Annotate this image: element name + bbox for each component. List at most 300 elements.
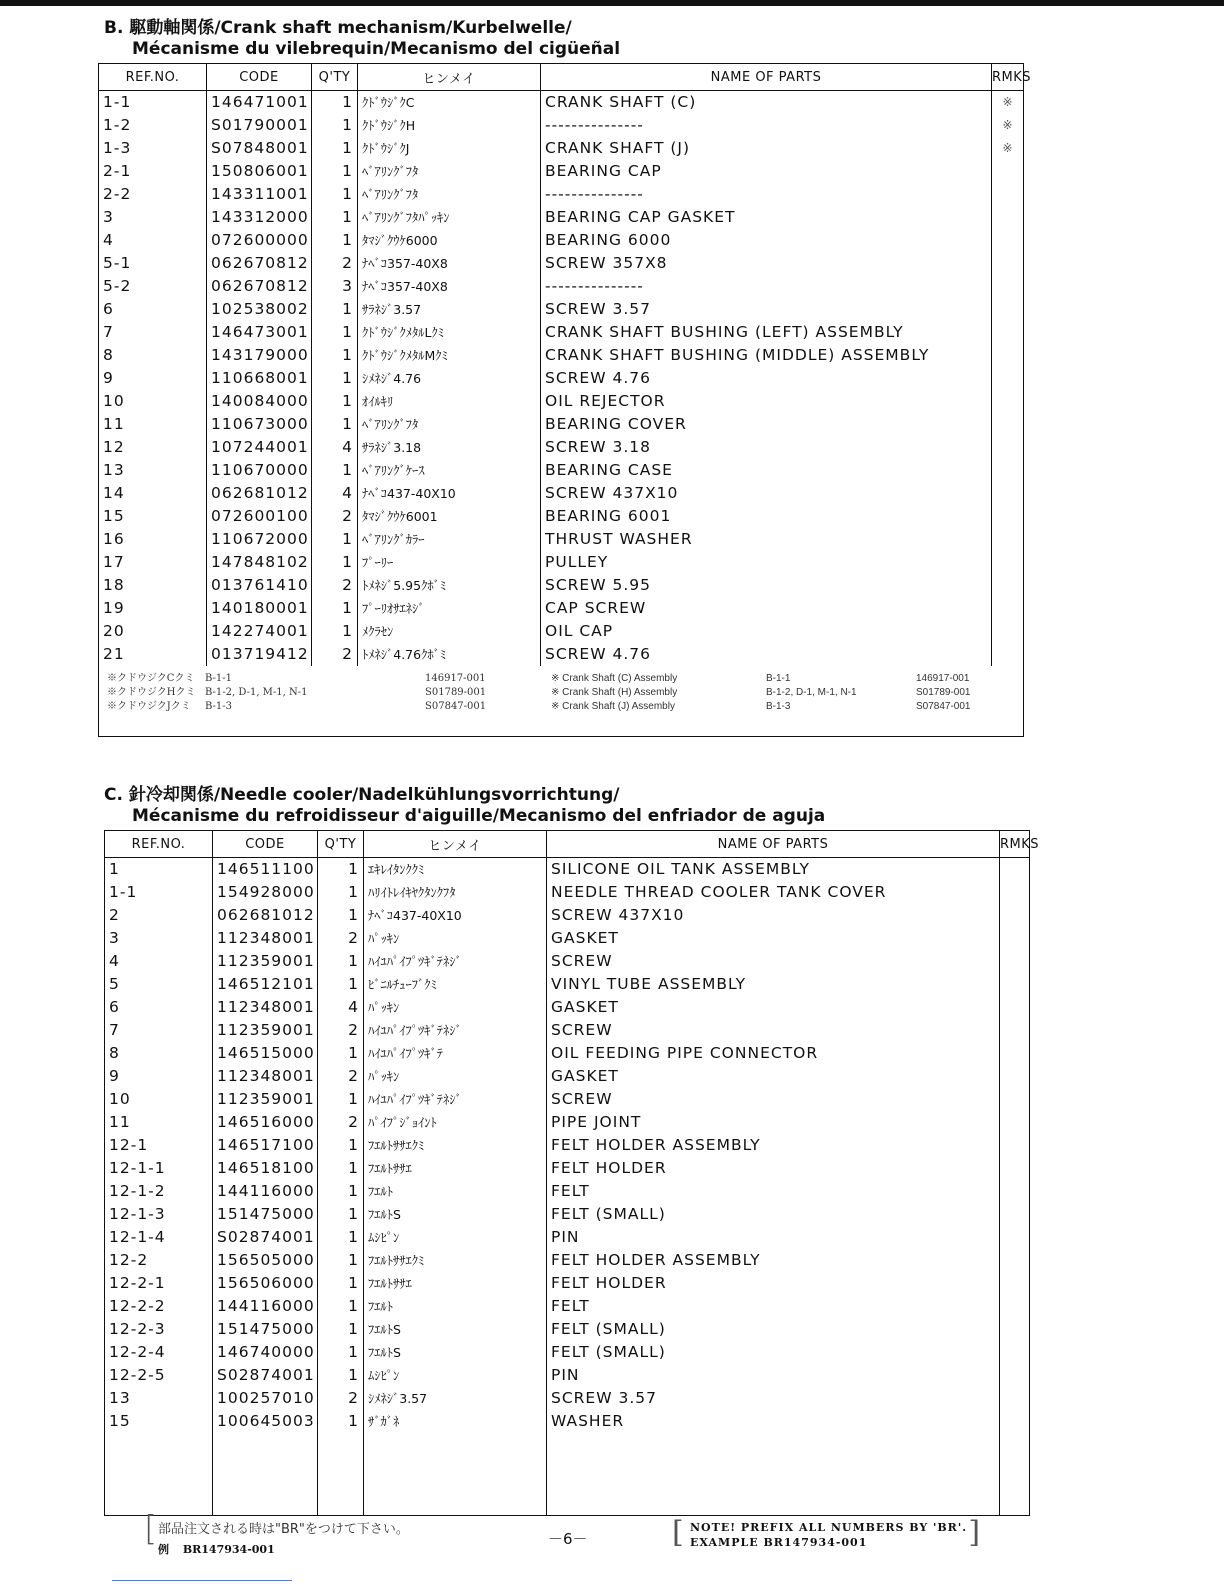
code-cell: 110670000 [207,459,312,482]
qty-cell: 2 [312,252,358,275]
table-row [99,91,1024,115]
header-code: CODE [207,64,312,91]
section-b-table [98,63,1032,737]
name-cell: CRANK SHAFT (C) [541,91,992,115]
table-row [99,183,1024,206]
name-cell: FELT (SMALL) [547,1203,1000,1226]
rmks-cell [992,482,1024,505]
qty-cell: 3 [312,275,358,298]
code-cell: 140084000 [207,390,312,413]
kana-cell: ｻﾗﾈｼﾞ3.57 [358,298,541,321]
code-cell: 062681012 [207,482,312,505]
kana-cell: ｸﾄﾞｳｼﾞｸﾒﾀﾙMｸﾐ [358,344,541,367]
rmks-cell [1000,996,1030,1019]
footnote-en-code: S01789-001 [916,687,971,698]
qty-cell: 1 [312,137,358,160]
qty-cell: 2 [318,1065,364,1088]
footer-en-brace-right: ] [968,1515,982,1550]
table-row [105,1341,1030,1364]
ref-cell: 12-1 [105,1134,213,1157]
code-cell: 072600000 [207,229,312,252]
ref-cell: 12 [99,436,207,459]
table-row [99,528,1024,551]
code-cell: 147848102 [207,551,312,574]
qty-cell: 2 [318,1387,364,1410]
table-row [105,996,1030,1019]
kana-cell: ﾅﾍﾞｺ357-40X8 [358,252,541,275]
table-row [105,1387,1030,1410]
ref-cell: 11 [105,1111,213,1134]
header-ref: REF.NO. [99,64,207,91]
rmks-cell [1000,1180,1030,1203]
ref-cell: 9 [99,367,207,390]
footnote-en-refs: B-1-3 [766,701,791,712]
kana-cell: ﾀﾏｼﾞｸｳｹ6000 [358,229,541,252]
table-row [105,1157,1030,1180]
name-cell: BEARING 6001 [541,505,992,528]
kana-cell: ﾋﾞﾆﾙﾁｭｰﾌﾞｸﾐ [364,973,547,996]
name-cell: --------------- [541,183,992,206]
code-cell: 110672000 [207,528,312,551]
code-cell: 146512101 [213,973,318,996]
rmks-cell [1000,950,1030,973]
rmks-cell [992,620,1024,643]
qty-cell: 1 [318,904,364,927]
ref-cell: 17 [99,551,207,574]
footnote-en-code: S07847-001 [916,701,971,712]
name-cell: FELT [547,1295,1000,1318]
code-cell: 013719412 [207,643,312,666]
table-row [99,436,1024,459]
rmks-cell [992,367,1024,390]
code-cell: 146473001 [207,321,312,344]
code-cell: 100257010 [213,1387,318,1410]
code-cell: 143311001 [207,183,312,206]
name-cell: OIL CAP [541,620,992,643]
qty-cell: 4 [312,436,358,459]
qty-cell: 1 [318,1157,364,1180]
table-row [99,206,1024,229]
section-c-title-line2: Mécanisme du refroidisseur d'aiguille/Mecanismo del enfriador de aguja [132,806,826,826]
rmks-cell [992,459,1024,482]
name-cell: OIL REJECTOR [541,390,992,413]
kana-cell: ﾊｲﾕﾊﾟｲﾌﾟﾂｷﾞﾃﾈｼﾞ [364,1088,547,1111]
code-cell: 100645003 [213,1410,318,1433]
kana-cell: ﾊﾟｯｷﾝ [364,927,547,950]
code-cell: 112359001 [213,1019,318,1042]
qty-cell: 2 [318,927,364,950]
footnote-en-label: ※ Crank Shaft (J) Assembly [551,701,675,712]
table-row [99,505,1024,528]
code-cell: 150806001 [207,160,312,183]
table-row [105,881,1030,904]
code-cell: S07848001 [207,137,312,160]
rmks-cell [1000,881,1030,904]
qty-cell: 1 [312,206,358,229]
footer-en-brace-left: [ [672,1515,685,1550]
name-cell: FELT HOLDER ASSEMBLY [547,1134,1000,1157]
qty-cell: 1 [318,950,364,973]
qty-cell: 2 [318,1019,364,1042]
rmks-cell [1000,1019,1030,1042]
header-kana: ヒンメイ [364,831,547,858]
table-row [105,950,1030,973]
qty-cell: 1 [312,160,358,183]
kana-cell: ｻﾗﾈｼﾞ3.18 [358,436,541,459]
rmks-cell [992,390,1024,413]
rmks-cell [1000,1318,1030,1341]
page-number: －6－ [548,1530,588,1548]
code-cell: 110673000 [207,413,312,436]
ref-cell: 12-1-3 [105,1203,213,1226]
footer-en-example: EXAMPLE BR147934-001 [690,1536,868,1549]
kana-cell: ﾒｸﾗｾﾝ [358,620,541,643]
section-c-rows [105,858,1030,1434]
ref-cell: 1-1 [99,91,207,115]
footnote-jp-row [107,700,486,714]
section-b-footnote-cell [99,666,1024,737]
kana-cell: ﾍﾞｱﾘﾝｸﾞｹｰｽ [358,459,541,482]
ref-cell: 15 [105,1410,213,1433]
rmks-cell [1000,973,1030,996]
kana-cell: ｸﾄﾞｳｼﾞｸJ [358,137,541,160]
ref-cell: 12-2-1 [105,1272,213,1295]
kana-cell: ﾌｴﾙﾄ [364,1180,547,1203]
table-row [105,1088,1030,1111]
qty-cell: 1 [312,528,358,551]
name-cell: --------------- [541,275,992,298]
code-cell: 151475000 [213,1203,318,1226]
qty-cell: 1 [318,1364,364,1387]
rmks-cell [1000,1341,1030,1364]
code-cell: 144116000 [213,1295,318,1318]
table-row [105,1111,1030,1134]
name-cell: FELT (SMALL) [547,1318,1000,1341]
rmks-cell [1000,1249,1030,1272]
kana-cell: ﾌｴﾙﾄｻｻｴ [364,1157,547,1180]
rmks-cell [992,413,1024,436]
code-cell: 112348001 [213,1065,318,1088]
code-cell: 146517100 [213,1134,318,1157]
table-header [105,831,1030,858]
header-code: CODE [213,831,318,858]
table-row [99,252,1024,275]
name-cell: SCREW [547,1088,1000,1111]
rmks-cell: ※ [992,114,1024,137]
name-cell: SCREW [547,950,1000,973]
qty-cell: 1 [312,367,358,390]
qty-cell: 1 [318,881,364,904]
qty-cell: 1 [318,1226,364,1249]
code-cell: 107244001 [207,436,312,459]
qty-cell: 2 [312,643,358,666]
footnote-jp-label: ※クドウジクCクミ [107,673,195,684]
code-cell: 146518100 [213,1157,318,1180]
footnote-en-row [551,686,971,700]
ref-cell: 1-3 [99,137,207,160]
footer-jp-brace-left: [ [144,1509,158,1549]
rmks-cell [1000,1065,1030,1088]
table-row [99,459,1024,482]
ref-cell: 4 [105,950,213,973]
name-cell: SCREW 3.57 [541,298,992,321]
qty-cell: 1 [312,390,358,413]
rmks-cell [992,344,1024,367]
table-row [99,597,1024,620]
qty-cell: 1 [312,413,358,436]
footnote-jp-refs: B-1-3 [205,701,233,712]
ref-cell: 1 [105,858,213,882]
rmks-cell [1000,1226,1030,1249]
header-rmks: RMKS [1000,831,1030,858]
rmks-cell [992,275,1024,298]
code-cell: 146740000 [213,1341,318,1364]
rmks-cell [992,436,1024,459]
table-row [99,413,1024,436]
kana-cell: ｼﾒﾈｼﾞ4.76 [358,367,541,390]
kana-cell: ﾌｴﾙﾄｻｻｴｸﾐ [364,1134,547,1157]
footer-jp-note [144,1509,409,1557]
kana-cell: ﾌｴﾙﾄ [364,1295,547,1318]
rmks-cell [1000,1134,1030,1157]
rmks-cell [992,252,1024,275]
footnote-jp [107,672,486,714]
ref-cell: 21 [99,643,207,666]
name-cell: BEARING CAP [541,160,992,183]
code-cell: 013761410 [207,574,312,597]
kana-cell: ﾌｴﾙﾄｻｻｴｸﾐ [364,1249,547,1272]
ref-cell: 6 [99,298,207,321]
kana-cell: ﾍﾞｱﾘﾝｸﾞﾌﾀ [358,160,541,183]
ref-cell: 4 [99,229,207,252]
code-cell: 146511100 [213,858,318,882]
rmks-cell [992,206,1024,229]
table-row [99,643,1024,666]
table-row [105,1180,1030,1203]
section-b-footnote-row [99,666,1024,737]
name-cell: PIPE JOINT [547,1111,1000,1134]
ref-cell: 5 [105,973,213,996]
footnote-jp-label: ※クドウジクHクミ [107,687,196,698]
ref-cell: 5-2 [99,275,207,298]
ref-cell: 16 [99,528,207,551]
code-cell: 156505000 [213,1249,318,1272]
qty-cell: 1 [318,973,364,996]
table-row [105,1019,1030,1042]
header-rmks: RMKS [992,64,1024,91]
qty-cell: 4 [312,482,358,505]
qty-cell: 1 [318,1410,364,1433]
kana-cell: ﾅﾍﾞｺ357-40X8 [358,275,541,298]
top-border [0,0,1224,6]
kana-cell: ﾊﾟｯｷﾝ [364,1065,547,1088]
qty-cell: 1 [318,1318,364,1341]
section-b-rows [99,91,1024,667]
qty-cell: 2 [318,1111,364,1134]
footnote-en-row [551,672,971,686]
rmks-cell [992,528,1024,551]
kana-cell: ｻﾞｶﾞﾈ [364,1410,547,1433]
name-cell: BEARING COVER [541,413,992,436]
kana-cell: ﾑｼﾋﾟﾝ [364,1364,547,1387]
rmks-cell [1000,1387,1030,1410]
header-ref: REF.NO. [105,831,213,858]
table-row [99,137,1024,160]
header-kana: ヒンメイ [358,64,541,91]
footnote-jp-refs: B-1-2, D-1, M-1, N-1 [205,687,308,698]
qty-cell: 1 [312,321,358,344]
kana-cell: ﾌｴﾙﾄS [364,1203,547,1226]
name-cell: SCREW 357X8 [541,252,992,275]
table-row [99,229,1024,252]
code-cell: 146471001 [207,91,312,115]
rmks-cell [1000,904,1030,927]
code-cell: 146516000 [213,1111,318,1134]
header-qty: Q'TY [312,64,358,91]
qty-cell: 1 [318,1249,364,1272]
name-cell: FELT [547,1180,1000,1203]
table-row [99,275,1024,298]
name-cell: CRANK SHAFT BUSHING (LEFT) ASSEMBLY [541,321,992,344]
table-row [105,1226,1030,1249]
table-row [99,574,1024,597]
kana-cell: ﾀﾏｼﾞｸｳｹ6001 [358,505,541,528]
ref-cell: 7 [105,1019,213,1042]
header-name: NAME OF PARTS [547,831,1000,858]
kana-cell: ﾍﾞｱﾘﾝｸﾞｶﾗｰ [358,528,541,551]
ref-cell: 13 [99,459,207,482]
ref-cell: 7 [99,321,207,344]
code-cell: 140180001 [207,597,312,620]
code-cell: S02874001 [213,1364,318,1387]
qty-cell: 1 [312,298,358,321]
ref-cell: 1-1 [105,881,213,904]
rmks-cell: ※ [992,137,1024,160]
kana-cell: ｸﾄﾞｳｼﾞｸH [358,114,541,137]
table-row [105,1134,1030,1157]
footnote-jp-row [107,672,486,686]
table-row [105,1042,1030,1065]
name-cell: SCREW 4.76 [541,643,992,666]
kana-cell: ﾍﾞｱﾘﾝｸﾞﾌﾀﾊﾟｯｷﾝ [358,206,541,229]
ref-cell: 5-1 [99,252,207,275]
rmks-cell [1000,1295,1030,1318]
table-row [99,160,1024,183]
kana-cell: ﾊｲﾕﾊﾟｲﾌﾟﾂｷﾞﾃﾈｼﾞ [364,1019,547,1042]
rmks-cell [992,229,1024,252]
table-row [99,551,1024,574]
ref-cell: 12-1-1 [105,1157,213,1180]
rmks-cell [1000,1042,1030,1065]
code-cell: S01790001 [207,114,312,137]
section-c-title [104,785,825,827]
kana-cell: ｸﾄﾞｳｼﾞｸﾒﾀﾙLｸﾐ [358,321,541,344]
qty-cell: 2 [312,574,358,597]
rmks-cell [992,183,1024,206]
footnote-en-label: ※ Crank Shaft (C) Assembly [551,673,678,684]
code-cell: 062670812 [207,275,312,298]
code-cell: 112359001 [213,950,318,973]
code-cell: 156506000 [213,1272,318,1295]
name-cell: SCREW 437X10 [541,482,992,505]
ref-cell: 12-2-5 [105,1364,213,1387]
name-cell: FELT HOLDER [547,1157,1000,1180]
table-row [99,298,1024,321]
kana-cell: ﾌｴﾙﾄｻｻｴ [364,1272,547,1295]
qty-cell: 1 [318,1180,364,1203]
ref-cell: 8 [105,1042,213,1065]
footnote-jp-code: S07847-001 [425,701,487,712]
footnote-jp-code: 146917-001 [425,673,486,684]
name-cell: BEARING 6000 [541,229,992,252]
footer-en-text: NOTE! PREFIX ALL NUMBERS BY 'BR'. [690,1521,968,1534]
qty-cell: 1 [312,551,358,574]
ref-cell: 15 [99,505,207,528]
kana-cell: ﾍﾞｱﾘﾝｸﾞﾌﾀ [358,413,541,436]
ref-cell: 18 [99,574,207,597]
footnote-jp-row [107,686,486,700]
table-row [105,1318,1030,1341]
name-cell: SCREW [547,1019,1000,1042]
kana-cell: ﾊﾘｲﾄﾚｲｷﾔｸﾀﾝｸﾌﾀ [364,881,547,904]
kana-cell: ﾄﾒﾈｼﾞ4.76ｸﾎﾞﾐ [358,643,541,666]
ref-cell: 1-2 [99,114,207,137]
qty-cell: 2 [312,505,358,528]
qty-cell: 1 [318,1134,364,1157]
name-cell: SCREW 4.76 [541,367,992,390]
kana-cell: ﾅﾍﾞｺ437-40X10 [358,482,541,505]
rmks-cell [1000,1088,1030,1111]
rmks-cell [1000,1111,1030,1134]
ref-cell: 10 [105,1088,213,1111]
name-cell: THRUST WASHER [541,528,992,551]
name-cell: OIL FEEDING PIPE CONNECTOR [547,1042,1000,1065]
rmks-cell [1000,1157,1030,1180]
name-cell: BEARING CASE [541,459,992,482]
table-row [105,1410,1030,1433]
footnote-en-code: 146917-001 [916,673,970,684]
table-row [105,858,1030,882]
section-c-blank-row [105,1433,1030,1516]
code-cell: 146515000 [213,1042,318,1065]
name-cell: SILICONE OIL TANK ASSEMBLY [547,858,1000,882]
kana-cell: ｵｲﾙｷﾘ [358,390,541,413]
table-row [99,367,1024,390]
kana-cell: ﾌﾟｰﾘｰ [358,551,541,574]
code-cell: 143312000 [207,206,312,229]
name-cell: --------------- [541,114,992,137]
section-c-table [104,830,1040,1516]
qty-cell: 1 [312,114,358,137]
rmks-cell [992,160,1024,183]
table-row [105,1364,1030,1387]
code-cell: S02874001 [213,1226,318,1249]
rmks-cell [992,505,1024,528]
kana-cell: ﾊﾟｯｷﾝ [364,996,547,1019]
table-row [99,390,1024,413]
table-row [105,1065,1030,1088]
table-row [99,620,1024,643]
name-cell: FELT HOLDER [547,1272,1000,1295]
qty-cell: 1 [318,1295,364,1318]
footnote-en-refs: B-1-2, D-1, M-1, N-1 [766,687,857,698]
code-cell: 151475000 [213,1318,318,1341]
name-cell: SCREW 437X10 [547,904,1000,927]
rmks-cell [992,551,1024,574]
ref-cell: 12-1-2 [105,1180,213,1203]
footnote-en [551,672,971,714]
ref-cell: 6 [105,996,213,1019]
